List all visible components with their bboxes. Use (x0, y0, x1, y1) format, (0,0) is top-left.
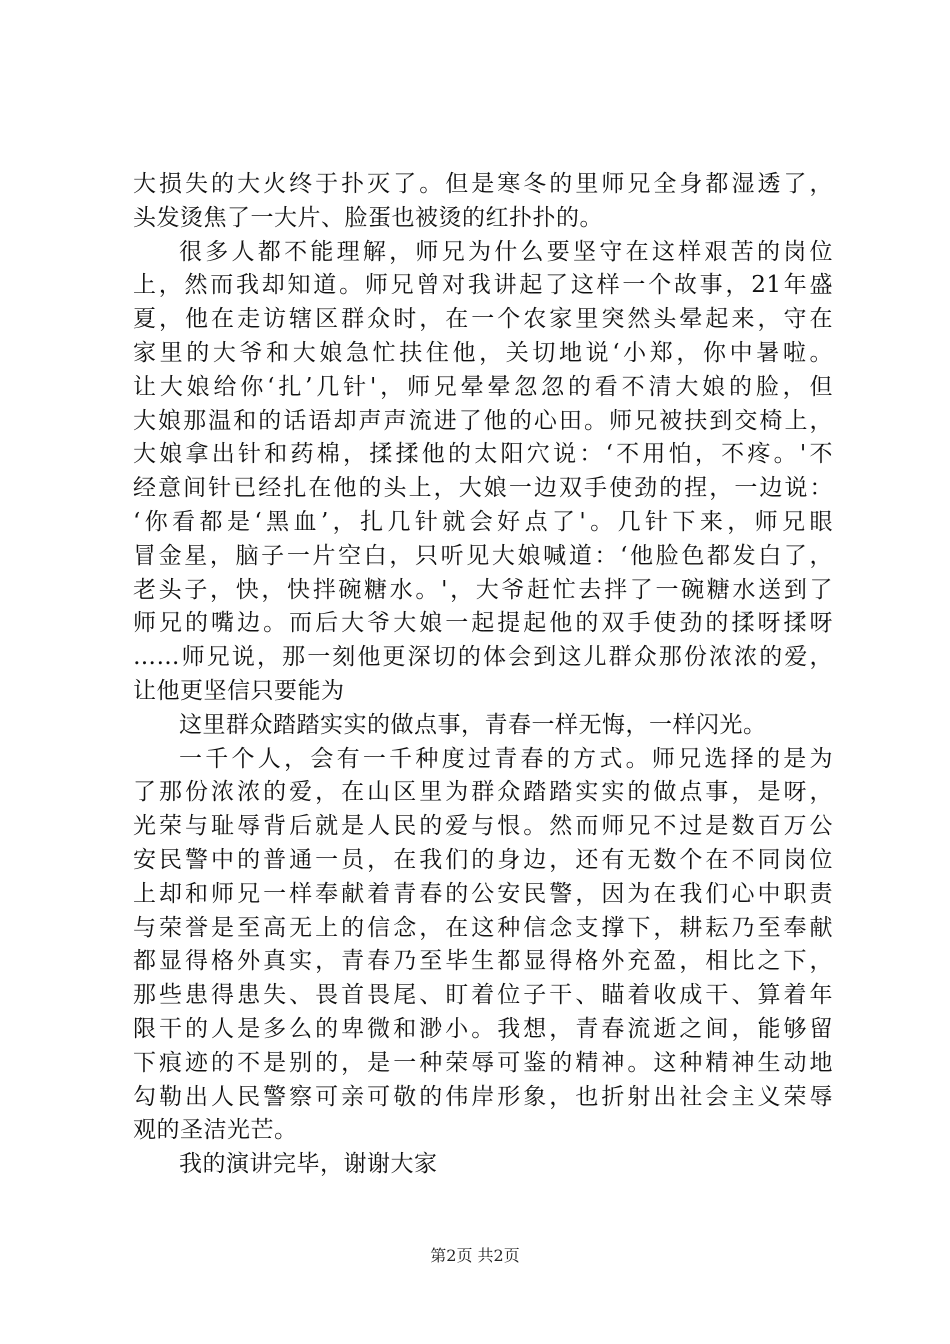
text-line: 上，然而我却知道。师兄曾对我讲起了这样一个故事，21年盛 (133, 272, 833, 299)
text-line: 上却和师兄一样奉献着青春的公安民警，因为在我们心中职责 (133, 880, 833, 907)
text-line: 经意间针已经扎在他的头上，大娘一边双手使劲的捏，一边说： (133, 475, 833, 502)
text-line: 观的圣洁光芒。 (133, 1117, 298, 1144)
text-line: 大损失的大火终于扑灭了。但是寒冬的里师兄全身都湿透了， (133, 171, 833, 197)
text-line: 光荣与耻辱背后就是人民的爱与恨。然而师兄不过是数百万公 (133, 813, 833, 840)
paragraph-start-line: 一千个人，会有一千种度过青春的方式。师兄选择的是为 (179, 745, 833, 772)
text-line: 夏，他在走访辖区群众时，在一个农家里突然头晕起来，守在 (133, 306, 833, 333)
text-line: 与荣誉是至高无上的信念，在这种信念支撑下，耕耘乃至奉献 (133, 914, 833, 941)
text-line: 让大娘给你‘扎’几针'，师兄晕晕忽忽的看不清大娘的脸，但 (133, 373, 833, 400)
page-number-footer: 第2页 共2页 (430, 1246, 520, 1265)
text-line: ……师兄说，那一刻他更深切的体会到这儿群众那份浓浓的爱， (133, 644, 833, 671)
text-line: 老头子，快，快拌碗糖水。'，大爷赶忙去拌了一碗糖水送到了 (133, 576, 833, 603)
text-line: 家里的大爷和大娘急忙扶住他，关切地说‘小郑，你中暑啦。 (133, 339, 833, 366)
paragraph-start-line: 很多人都不能理解，师兄为什么要坚守在这样艰苦的岗位 (179, 238, 833, 265)
text-line: 安民警中的普通一员，在我们的身边，还有无数个在不同岗位 (133, 846, 833, 873)
text-line: 都显得格外真实，青春乃至毕生都显得格外充盈，相比之下， (133, 948, 833, 975)
text-line: 勾勒出人民警察可亲可敬的伟岸形象，也折射出社会主义荣辱 (133, 1083, 833, 1110)
text-line: ‘你看都是‘黑血’，扎几针就会好点了'。几针下来，师兄眼 (133, 508, 833, 535)
text-line: 师兄的嘴边。而后大爷大娘一起提起他的双手使劲的揉呀揉呀 (133, 610, 833, 637)
text-line: 了那份浓浓的爱，在山区里为群众踏踏实实的做点事，是呀， (133, 779, 833, 806)
text-line: 那些患得患失、畏首畏尾、盯着位子干、瞄着收成干、算着年 (133, 982, 833, 1009)
text-line: 大娘那温和的话语却声声流进了他的心田。师兄被扶到交椅上， (133, 407, 833, 434)
paragraph-start-line: 这里群众踏踏实实的做点事，青春一样无悔，一样闪光。 (179, 711, 767, 738)
text-line: 让他更坚信只要能为 (133, 677, 345, 704)
text-line: 大娘拿出针和药棉，揉揉他的太阳穴说：‘不用怕，不疼。'不 (133, 441, 833, 468)
text-line: 头发烫焦了一大片、脸蛋也被烫的红扑扑的。 (133, 204, 603, 231)
document-body (133, 168, 833, 1182)
text-line: 冒金星，脑子一片空白，只听见大娘喊道：‘他脸色都发白了， (133, 542, 833, 569)
text-line: 限干的人是多么的卑微和渺小。我想，青春流逝之间，能够留 (133, 1015, 833, 1042)
text-line: 下痕迹的不是别的，是一种荣辱可鉴的精神。这种精神生动地 (133, 1049, 833, 1076)
closing-line: 我的演讲完毕，谢谢大家 (179, 1151, 438, 1178)
